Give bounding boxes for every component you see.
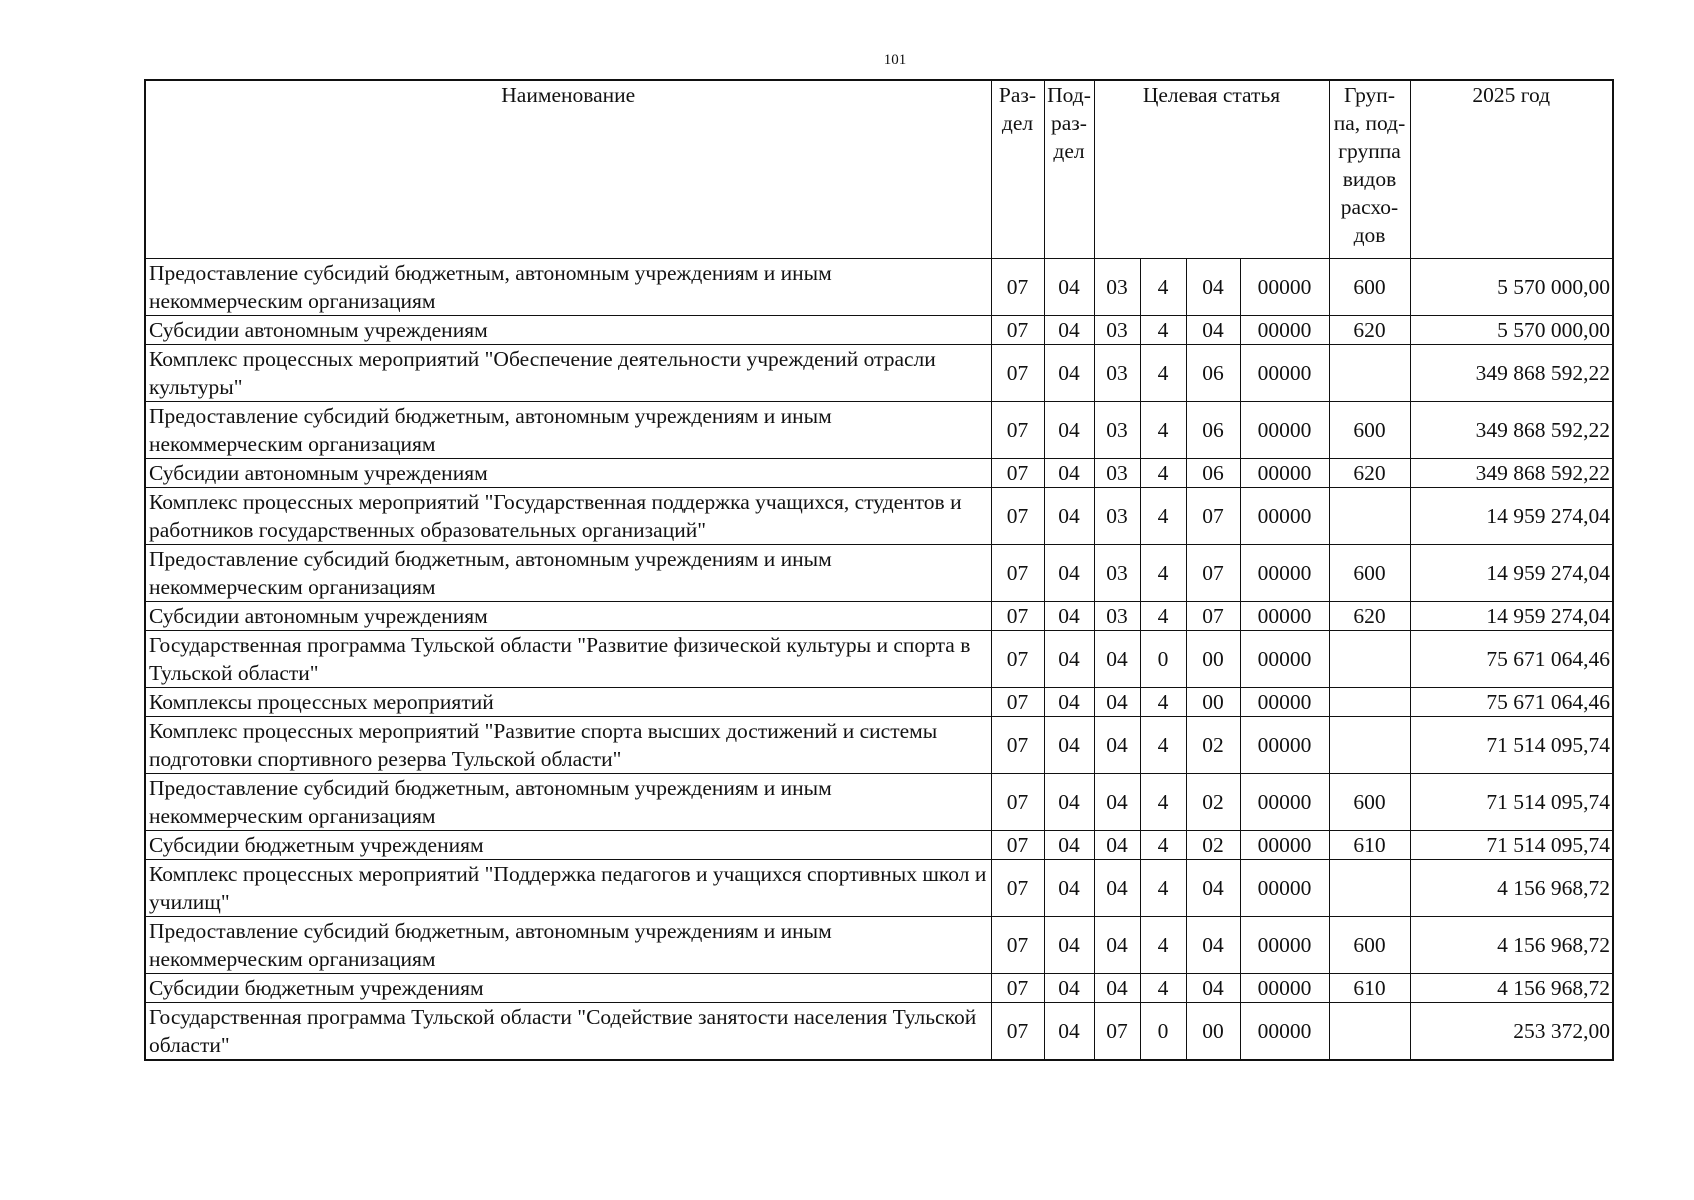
cell-name: Комплекс процессных мероприятий "Обеспечение деятельности учреждений отрасли культуры": [145, 345, 991, 402]
cell-target-type: 4: [1140, 488, 1186, 545]
cell-name: Предоставление субсидий бюджетным, автономным учреждениям и иным некоммерческим организациям: [145, 917, 991, 974]
cell-amount: 75 671 064,46: [1410, 631, 1613, 688]
cell-target-subprogram: 04: [1186, 316, 1240, 345]
table-row: [145, 860, 1613, 917]
cell-target-subprogram: 02: [1186, 717, 1240, 774]
cell-target-program: 03: [1094, 259, 1140, 316]
cell-expense-group: [1329, 717, 1410, 774]
cell-amount: 5 570 000,00: [1410, 259, 1613, 316]
cell-subsection: 04: [1044, 345, 1094, 402]
cell-section: 07: [991, 917, 1044, 974]
cell-target-subprogram: 07: [1186, 488, 1240, 545]
table-header: [145, 80, 1613, 259]
cell-target-subprogram: 02: [1186, 774, 1240, 831]
cell-target-type: 0: [1140, 1003, 1186, 1061]
cell-target-type: 4: [1140, 545, 1186, 602]
cell-target-program: 04: [1094, 831, 1140, 860]
cell-target-type: 4: [1140, 459, 1186, 488]
cell-expense-group: 600: [1329, 917, 1410, 974]
cell-target-direction: 00000: [1240, 717, 1329, 774]
cell-target-direction: 00000: [1240, 631, 1329, 688]
cell-target-program: 03: [1094, 316, 1140, 345]
cell-target-direction: 00000: [1240, 688, 1329, 717]
header-subsection: Под-раз-дел: [1044, 80, 1094, 259]
table-row: [145, 259, 1613, 316]
cell-amount: 5 570 000,00: [1410, 316, 1613, 345]
cell-target-direction: 00000: [1240, 488, 1329, 545]
cell-subsection: 04: [1044, 402, 1094, 459]
header-year: 2025 год: [1410, 80, 1613, 259]
cell-target-type: 4: [1140, 917, 1186, 974]
table-row: [145, 774, 1613, 831]
cell-section: 07: [991, 316, 1044, 345]
header-name: Наименование: [145, 80, 991, 259]
cell-target-direction: 00000: [1240, 774, 1329, 831]
cell-expense-group: 610: [1329, 974, 1410, 1003]
cell-subsection: 04: [1044, 602, 1094, 631]
cell-target-subprogram: 00: [1186, 688, 1240, 717]
cell-target-direction: 00000: [1240, 602, 1329, 631]
cell-name: Комплекс процессных мероприятий "Развитие спорта высших достижений и системы подготовки спортивного резерва Тульской области": [145, 717, 991, 774]
cell-target-direction: 00000: [1240, 974, 1329, 1003]
cell-target-program: 04: [1094, 631, 1140, 688]
table-body: [145, 259, 1613, 1061]
cell-target-direction: 00000: [1240, 831, 1329, 860]
cell-amount: 75 671 064,46: [1410, 688, 1613, 717]
cell-target-type: 4: [1140, 774, 1186, 831]
cell-target-direction: 00000: [1240, 459, 1329, 488]
cell-expense-group: [1329, 488, 1410, 545]
cell-target-type: 4: [1140, 602, 1186, 631]
cell-subsection: 04: [1044, 688, 1094, 717]
cell-expense-group: [1329, 631, 1410, 688]
cell-section: 07: [991, 774, 1044, 831]
table-row: [145, 602, 1613, 631]
cell-amount: 349 868 592,22: [1410, 345, 1613, 402]
cell-amount: 4 156 968,72: [1410, 917, 1613, 974]
table-row: [145, 316, 1613, 345]
cell-section: 07: [991, 631, 1044, 688]
cell-target-type: 4: [1140, 717, 1186, 774]
cell-amount: 14 959 274,04: [1410, 602, 1613, 631]
cell-target-subprogram: 04: [1186, 974, 1240, 1003]
cell-section: 07: [991, 831, 1044, 860]
cell-name: Субсидии автономным учреждениям: [145, 316, 991, 345]
cell-target-subprogram: 02: [1186, 831, 1240, 860]
cell-amount: 4 156 968,72: [1410, 860, 1613, 917]
cell-section: 07: [991, 602, 1044, 631]
cell-subsection: 04: [1044, 631, 1094, 688]
cell-amount: 71 514 095,74: [1410, 774, 1613, 831]
table-row: [145, 717, 1613, 774]
cell-name: Комплекс процессных мероприятий "Поддержка педагогов и учащихся спортивных школ и училищ": [145, 860, 991, 917]
header-target-article: Целевая статья: [1094, 80, 1329, 259]
cell-target-subprogram: 07: [1186, 602, 1240, 631]
header-section: Раз-дел: [991, 80, 1044, 259]
cell-subsection: 04: [1044, 545, 1094, 602]
cell-name: Субсидии автономным учреждениям: [145, 602, 991, 631]
cell-target-type: 4: [1140, 974, 1186, 1003]
cell-amount: 71 514 095,74: [1410, 717, 1613, 774]
cell-expense-group: 600: [1329, 402, 1410, 459]
cell-section: 07: [991, 345, 1044, 402]
table-row: [145, 831, 1613, 860]
cell-subsection: 04: [1044, 974, 1094, 1003]
cell-target-subprogram: 04: [1186, 917, 1240, 974]
cell-subsection: 04: [1044, 917, 1094, 974]
cell-section: 07: [991, 402, 1044, 459]
cell-expense-group: 600: [1329, 545, 1410, 602]
cell-target-program: 04: [1094, 717, 1140, 774]
cell-target-subprogram: 04: [1186, 259, 1240, 316]
cell-name: Комплексы процессных мероприятий: [145, 688, 991, 717]
table-row: [145, 688, 1613, 717]
cell-section: 07: [991, 974, 1044, 1003]
cell-expense-group: 600: [1329, 259, 1410, 316]
cell-name: Государственная программа Тульской области "Содействие занятости населения Тульской области": [145, 1003, 991, 1061]
cell-target-type: 0: [1140, 631, 1186, 688]
cell-expense-group: 600: [1329, 774, 1410, 831]
table-row: [145, 974, 1613, 1003]
cell-subsection: 04: [1044, 1003, 1094, 1061]
cell-name: Предоставление субсидий бюджетным, автономным учреждениям и иным некоммерческим организациям: [145, 545, 991, 602]
cell-amount: 71 514 095,74: [1410, 831, 1613, 860]
cell-expense-group: [1329, 688, 1410, 717]
cell-target-subprogram: 00: [1186, 1003, 1240, 1061]
cell-subsection: 04: [1044, 717, 1094, 774]
cell-expense-group: [1329, 345, 1410, 402]
cell-subsection: 04: [1044, 316, 1094, 345]
cell-target-direction: 00000: [1240, 345, 1329, 402]
cell-target-direction: 00000: [1240, 860, 1329, 917]
cell-section: 07: [991, 688, 1044, 717]
cell-target-program: 04: [1094, 774, 1140, 831]
cell-target-direction: 00000: [1240, 259, 1329, 316]
table-row: [145, 345, 1613, 402]
table-row: [145, 917, 1613, 974]
cell-expense-group: [1329, 860, 1410, 917]
cell-expense-group: [1329, 1003, 1410, 1061]
cell-name: Предоставление субсидий бюджетным, автономным учреждениям и иным некоммерческим организациям: [145, 259, 991, 316]
cell-name: Субсидии бюджетным учреждениям: [145, 974, 991, 1003]
cell-target-program: 03: [1094, 488, 1140, 545]
cell-amount: 4 156 968,72: [1410, 974, 1613, 1003]
cell-target-type: 4: [1140, 402, 1186, 459]
cell-name: Субсидии бюджетным учреждениям: [145, 831, 991, 860]
cell-amount: 14 959 274,04: [1410, 545, 1613, 602]
cell-subsection: 04: [1044, 860, 1094, 917]
cell-subsection: 04: [1044, 459, 1094, 488]
cell-expense-group: 620: [1329, 602, 1410, 631]
cell-target-program: 07: [1094, 1003, 1140, 1061]
cell-amount: 14 959 274,04: [1410, 488, 1613, 545]
table-row: [145, 545, 1613, 602]
cell-expense-group: 620: [1329, 316, 1410, 345]
cell-expense-group: 620: [1329, 459, 1410, 488]
cell-subsection: 04: [1044, 774, 1094, 831]
cell-section: 07: [991, 488, 1044, 545]
cell-amount: 349 868 592,22: [1410, 402, 1613, 459]
cell-target-direction: 00000: [1240, 545, 1329, 602]
cell-target-direction: 00000: [1240, 316, 1329, 345]
table-row: [145, 488, 1613, 545]
cell-target-program: 03: [1094, 545, 1140, 602]
header-expense-group: Груп-па, под-группа видов расхо-дов: [1329, 80, 1410, 259]
cell-section: 07: [991, 459, 1044, 488]
cell-name: Комплекс процессных мероприятий "Государственная поддержка учащихся, студентов и работников государственных образовательных организаций": [145, 488, 991, 545]
cell-target-subprogram: 04: [1186, 860, 1240, 917]
cell-target-program: 03: [1094, 459, 1140, 488]
table-row: [145, 402, 1613, 459]
cell-target-type: 4: [1140, 860, 1186, 917]
cell-subsection: 04: [1044, 831, 1094, 860]
cell-target-type: 4: [1140, 345, 1186, 402]
cell-target-direction: 00000: [1240, 917, 1329, 974]
cell-target-subprogram: 06: [1186, 459, 1240, 488]
cell-target-program: 04: [1094, 688, 1140, 717]
cell-target-program: 04: [1094, 860, 1140, 917]
cell-target-type: 4: [1140, 259, 1186, 316]
cell-target-direction: 00000: [1240, 1003, 1329, 1061]
cell-target-program: 03: [1094, 345, 1140, 402]
cell-target-subprogram: 07: [1186, 545, 1240, 602]
cell-subsection: 04: [1044, 488, 1094, 545]
cell-target-type: 4: [1140, 831, 1186, 860]
table-row: [145, 631, 1613, 688]
cell-target-type: 4: [1140, 688, 1186, 717]
budget-table: [144, 79, 1614, 1061]
cell-target-subprogram: 06: [1186, 402, 1240, 459]
cell-section: 07: [991, 545, 1044, 602]
cell-name: Субсидии автономным учреждениям: [145, 459, 991, 488]
cell-section: 07: [991, 259, 1044, 316]
cell-target-program: 03: [1094, 602, 1140, 631]
cell-target-program: 04: [1094, 974, 1140, 1003]
cell-target-program: 03: [1094, 402, 1140, 459]
cell-target-program: 04: [1094, 917, 1140, 974]
cell-section: 07: [991, 717, 1044, 774]
cell-expense-group: 610: [1329, 831, 1410, 860]
cell-section: 07: [991, 860, 1044, 917]
cell-target-subprogram: 06: [1186, 345, 1240, 402]
cell-amount: 349 868 592,22: [1410, 459, 1613, 488]
cell-section: 07: [991, 1003, 1044, 1061]
cell-subsection: 04: [1044, 259, 1094, 316]
cell-target-type: 4: [1140, 316, 1186, 345]
page-number: 101: [883, 52, 907, 68]
cell-name: Государственная программа Тульской области "Развитие физической культуры и спорта в Тульской области": [145, 631, 991, 688]
cell-amount: 253 372,00: [1410, 1003, 1613, 1061]
table-row: [145, 459, 1613, 488]
cell-name: Предоставление субсидий бюджетным, автономным учреждениям и иным некоммерческим организациям: [145, 774, 991, 831]
table-row: [145, 1003, 1613, 1061]
cell-target-subprogram: 00: [1186, 631, 1240, 688]
cell-name: Предоставление субсидий бюджетным, автономным учреждениям и иным некоммерческим организациям: [145, 402, 991, 459]
cell-target-direction: 00000: [1240, 402, 1329, 459]
